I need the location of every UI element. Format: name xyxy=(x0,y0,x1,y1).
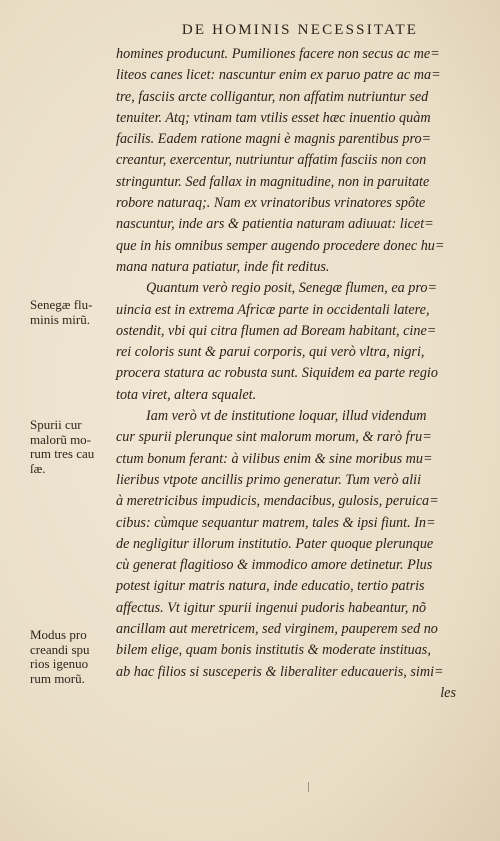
margin-note-modus xyxy=(30,628,112,686)
margin-note-spurii xyxy=(30,418,112,476)
text-line: tenuiter. Atq; vtinam tam vtilis esset hæc inuentio quàm xyxy=(116,109,431,126)
text-line: potest igitur matris natura, inde educatio, tertio patris xyxy=(116,578,425,595)
margin-note-line: Spurii cur xyxy=(30,417,82,432)
text-line: affectus. Vt igitur spurii ingenui pudoris habeantur, nõ xyxy=(116,599,427,616)
margin-note-senega xyxy=(30,298,112,327)
margin-note-line: malorũ mo- xyxy=(30,431,92,447)
text-line: à meretricibus impudicis, mendacibus, gulosis, peruica= xyxy=(116,493,439,510)
text-line: ostendit, vbi qui citra flumen ad Boream habitant, cine= xyxy=(116,322,437,339)
running-header: DE HOMINIS NECESSITATE xyxy=(181,22,419,38)
text-line: homines producunt. Pumiliones facere non secus ac me= xyxy=(116,46,440,62)
text-line: ab hac filios si susceperis & liberaliter educaueris, simi= xyxy=(116,663,444,680)
text-line: creantur, exercentur, nutriuntur affatim fasciis non con xyxy=(116,152,427,169)
text-line: Iam verò vt de institutione loquar, illud videndum xyxy=(146,408,427,425)
text-line: cibus: cùmque sequantur matrem, tales & ipsi fiunt. In= xyxy=(116,514,436,531)
text-line: lieribus vtpote ancillis primo generatur. Tum verò alii xyxy=(116,471,422,488)
text-line: de negligitur illorum institutio. Pater quoque plerunque xyxy=(116,535,434,552)
margin-note-line: Modus pro xyxy=(30,627,87,642)
text-line: ancillam aut meretricem, sed virginem, pauperem sed no xyxy=(116,621,438,638)
main-text-block xyxy=(116,44,456,704)
margin-note-line: minis mirũ. xyxy=(30,311,90,327)
catchword: les xyxy=(440,684,456,701)
text-line: facilis. Eadem ratione magni è magnis parentibus pro= xyxy=(116,131,432,148)
text-line: que in his omnibus semper augendo procedere donec hu= xyxy=(116,237,445,254)
text-line: Quantum verò regio posit, Senegæ flumen, ea pro= xyxy=(146,280,438,297)
text-line: liteos canes licet: nascuntur enim ex paruo patre ac ma= xyxy=(116,67,441,84)
margin-note-line: rios igenuo xyxy=(30,656,89,671)
margin-note-line: rum tres cau xyxy=(30,446,95,461)
text-line: tre, fasciis arcte colligantur, non affatim nutriuntur sed xyxy=(116,88,429,105)
text-line: cù generat flagitioso & immodico amore detinetur. Plus xyxy=(116,557,433,574)
text-line: uincia est in extrema Africæ parte in occidentali latere, xyxy=(116,301,430,318)
margin-note-line: creandi spu xyxy=(30,641,90,657)
text-line: cur spurii plerunque sint malorum morum, & rarò fru= xyxy=(116,429,432,446)
margin-note-line: ſæ. xyxy=(30,460,46,476)
text-line: nascuntur, inde ars & patientia naturam adiuuat: licet= xyxy=(116,216,434,233)
margin-note-line: Senegæ flu- xyxy=(30,297,93,312)
margin-note-line: rum morũ. xyxy=(30,670,85,686)
text-line: robore naturaq;. Nam ex vrinatoribus vrinatores spôte xyxy=(116,195,426,212)
text-line: stringuntur. Sed fallax in magnitudine, non in paruitate xyxy=(116,173,430,190)
text-line: ctum bonum ferant: à vilibus enim & sine moribus mu= xyxy=(116,450,433,467)
print-mark xyxy=(308,782,309,792)
text-line: bilem elige, quam bonis institutis & moderate instituas, xyxy=(116,642,431,659)
text-line: rei coloris sunt & parui corporis, qui verò vltra, nigri, xyxy=(116,344,425,361)
text-line: tota viret, altera squalet. xyxy=(116,386,257,403)
text-line: mana natura patiatur, inde fit reditus. xyxy=(116,258,330,275)
text-line: procera statura ac robusta sunt. Siquidem ea parte regio xyxy=(116,365,438,382)
